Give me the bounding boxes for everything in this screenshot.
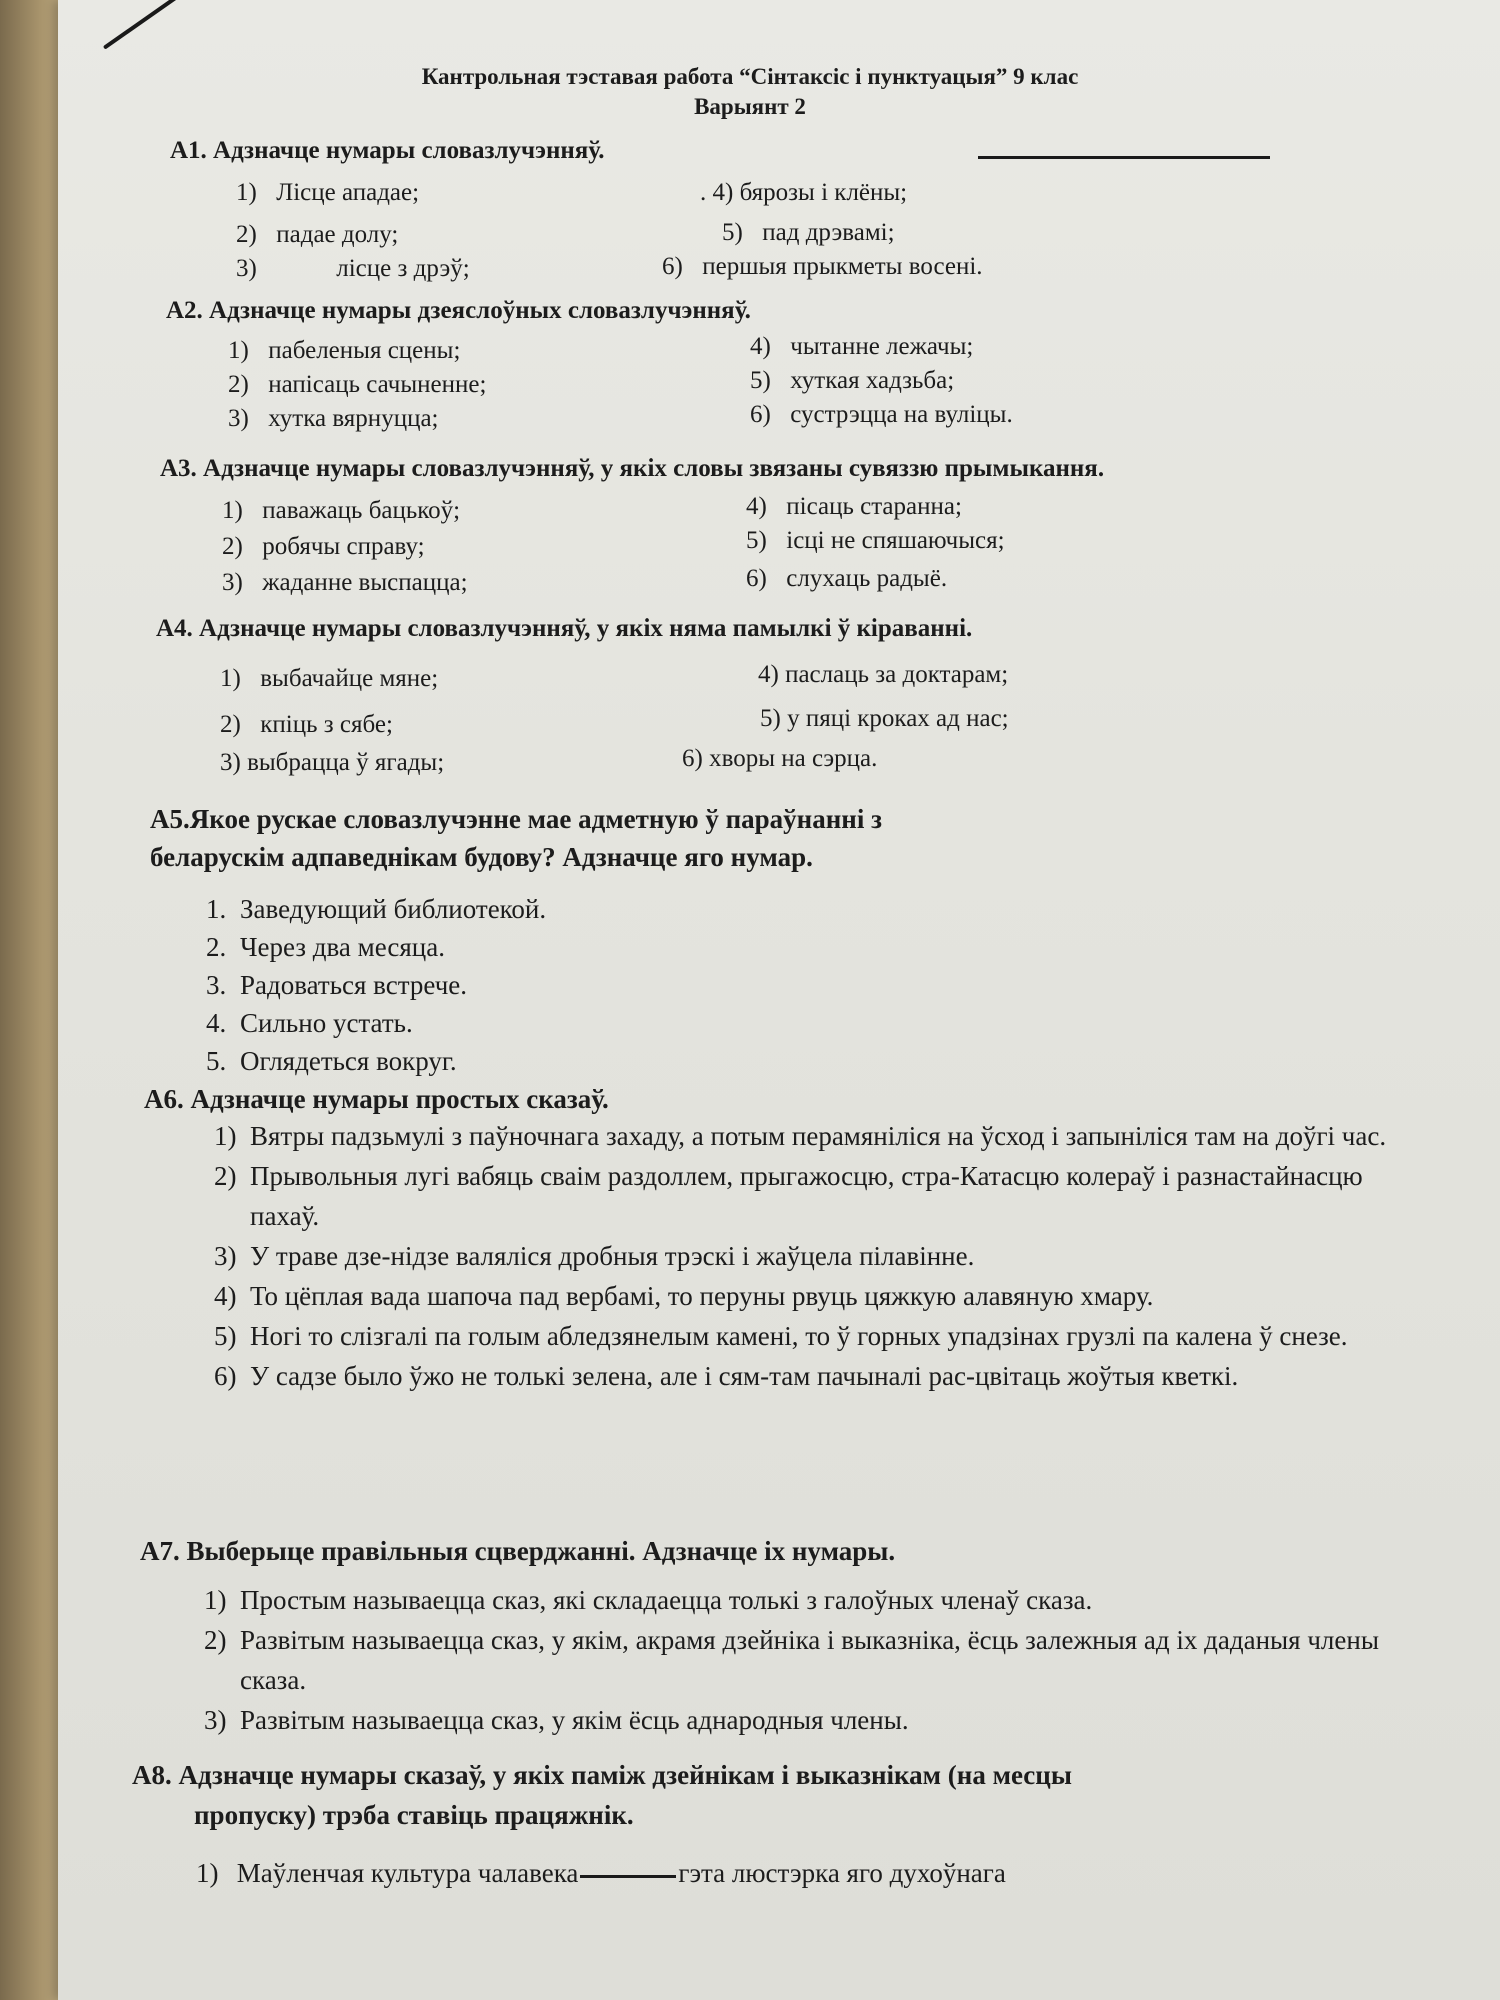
- a2-option-2: 2) напісаць сачыненне;: [228, 371, 487, 398]
- a6-options-list: [214, 1116, 1434, 1396]
- a1-option-1: 1) Лісце ападае;: [236, 179, 420, 206]
- a8-option-1: 1) Маўленчая культура чалавека гэта люстэрка яго духоўнага: [196, 1858, 1006, 1888]
- a7-options-list: [204, 1580, 1434, 1740]
- a4-option-4: 4) паслаць за доктарам;: [758, 661, 1009, 688]
- a4-option-5: 5) у пяці кроках ад нас;: [760, 705, 1009, 732]
- question-a4: А4. Адзначце нумары словазлучэнняў, у якіх няма памылкі ў кіраванні.: [156, 615, 973, 642]
- a1-option-2: 2) падае долу;: [236, 221, 399, 248]
- a2-option-1: 1) пабеленыя сцены;: [228, 337, 461, 364]
- a4-option-3: 3) выбрацца ў ягады;: [220, 749, 445, 776]
- question-a1: А1. Адзначце нумары словазлучэнняў.: [170, 137, 605, 164]
- a6-option-3: 3) У траве дзе-нідзе валяліся дробныя трэскі і жаўцела пілавінне.: [214, 1241, 975, 1271]
- a7-option-1: 1) Простым называецца сказ, які складаецца толькі з галоўных членаў сказа.: [204, 1585, 1093, 1615]
- a1-option-3: 3) лісце з дрэў;: [236, 255, 470, 282]
- a6-option-2: 2) Прывольныя лугі вабяць сваім раздоллем, прыгажосцю, стра-Катасцю колераў і разнастайнасцю пахаў.: [214, 1161, 1363, 1231]
- a3-option-5: 5) ісці не спяшаючыся;: [746, 527, 1005, 554]
- a2-option-3: 3) хутка вярнуцца;: [228, 405, 439, 432]
- a2-option-5: 5) хуткая хадзьба;: [750, 367, 955, 394]
- question-a3: А3. Адзначце нумары словазлучэнняў, у якіх словы звязаны сувяззю прымыкання.: [160, 455, 1105, 482]
- question-a5-line1: А5.Якое рускае словазлучэнне мае адметную ў параўнанні з: [150, 804, 882, 834]
- a6-option-4: 4) То цёплая вада шапоча пад вербамі, то перуны рвуць цяжкую алавяную хмару.: [214, 1281, 1154, 1311]
- a5-option-5: 5. Оглядеться вокруг.: [206, 1046, 457, 1076]
- a2-option-4: 4) чытанне лежачы;: [750, 333, 974, 360]
- answer-line: [978, 156, 1270, 159]
- a3-option-2: 2) робячы справу;: [222, 533, 425, 560]
- a5-option-3: 3. Радоваться встрече.: [206, 970, 468, 1000]
- question-a5-line2: беларускім адпаведнікам будову? Адзначце яго нумар.: [150, 842, 813, 872]
- a3-option-1: 1) паважаць бацькоў;: [222, 497, 461, 524]
- a1-option-5: 5) пад дрэвамі;: [722, 219, 895, 246]
- a3-option-3: 3) жаданне выспацца;: [222, 569, 468, 596]
- a7-option-3: 3) Развітым называецца сказ, у якім ёсць аднародныя члены.: [204, 1705, 909, 1735]
- question-a6: А6. Адзначце нумары простых сказаў.: [144, 1084, 609, 1114]
- a6-option-6: 6) У садзе было ўжо не толькі зелена, але і сям-там пачыналі рас-цвітаць жоўтыя кветкі.: [214, 1361, 1239, 1391]
- a2-option-6: 6) сустрэцца на вуліцы.: [750, 401, 1013, 428]
- question-a7: А7. Выберыце правільныя сцверджанні. Адзначце іх нумары.: [140, 1536, 896, 1566]
- a6-option-1: 1) Вятры падзьмулі з паўночнага захаду, а потым перамяніліся на ўсход і запыніліся там на доўгі час.: [214, 1121, 1387, 1151]
- variant-text: Варыянт 2: [694, 94, 806, 119]
- a6-option-5: 5) Ногі то слізгалі па голым абледзянелым камені, то ў горных упадзінах грузлі па калена ў снезе.: [214, 1321, 1348, 1351]
- question-a8-line1: А8. Адзначце нумары сказаў, у якіх паміж дзейнікам і выказнікам (на месцы: [132, 1760, 1072, 1790]
- question-a8-line2: пропуску) трэба ставіць працяжнік.: [194, 1800, 634, 1830]
- a5-option-2: 2. Через два месяца.: [206, 932, 445, 962]
- a3-option-4: 4) пісаць старанна;: [746, 493, 962, 520]
- a3-option-6: 6) слухаць радыё.: [746, 565, 948, 592]
- worksheet-title: [0, 62, 1500, 122]
- a7-option-2: 2) Развітым называецца сказ, у якім, акрамя дзейніка і выказніка, ёсць залежныя ад іх даданыя члены сказа.: [204, 1625, 1379, 1695]
- a1-option-4: . 4) бярозы і клёны;: [700, 179, 908, 206]
- question-a2: А2. Адзначце нумары дзеяслоўных словазлучэнняў.: [166, 297, 751, 324]
- a1-option-6: 6) першыя прыкметы восені.: [662, 253, 983, 280]
- a5-option-1: 1. Заведующий библиотекой.: [206, 894, 547, 924]
- title-text: Кантрольная тэставая работа “Сінтаксіс і пунктуацыя” 9 клас: [421, 64, 1079, 89]
- dash-blank: [580, 1875, 676, 1878]
- a4-option-1: 1) выбачайце мяне;: [220, 665, 439, 692]
- a4-option-2: 2) кпіць з сябе;: [220, 711, 393, 738]
- a5-option-4: 4. Сильно устать.: [206, 1008, 413, 1038]
- a4-option-6: 6) хворы на сэрца.: [682, 745, 878, 772]
